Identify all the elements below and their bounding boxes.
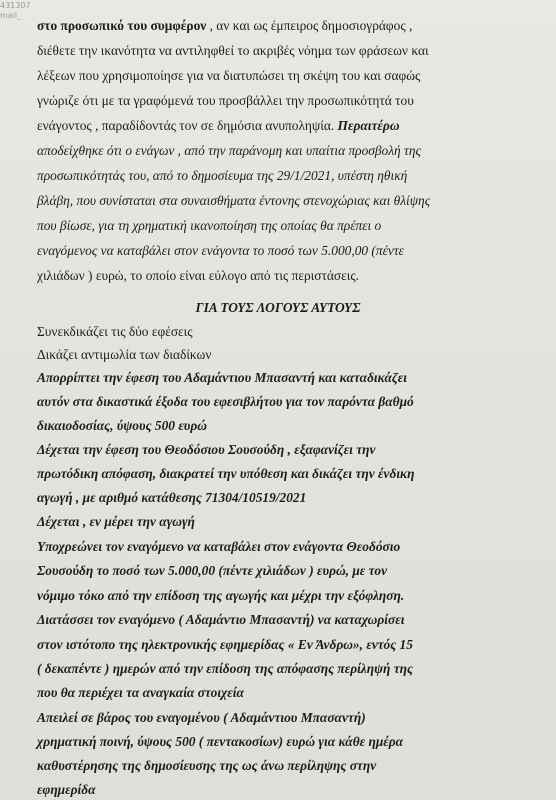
section-heading: ΓΙΑ ΤΟΥΣ ΛΟΓΟΥΣ ΑΥΤΟΥΣ <box>195 300 361 315</box>
ruling-line: χρηματική ποινή, ύψους 500 ( πεντακοσίων) ευρώ για κάθε ημέρα <box>37 734 404 749</box>
ruling-line: Δέχεται , εν μέρει την αγωγή <box>37 514 195 529</box>
ruling-line: Υποχρεώνει τον εναγόμενο να καταβάλει στον ενάγοντα Θεοδόσιο <box>37 539 401 554</box>
paragraph-line: χιλιάδων ) ευρώ, το οποίο είναι εύλογο από τις περιστάσεις. <box>37 268 359 283</box>
ruling-line: που θα περιέχει τα αναγκαία στοιχεία <box>37 685 244 700</box>
ruling-line: καθυστέρησης της δημοσίευσης της ως άνω περίληψης στην <box>37 758 377 773</box>
ruling-line: Απειλεί σε βάρος του εναγομένου ( Αδαμάντιου Μπασαντή) <box>37 710 366 725</box>
ruling-line: ( δεκαπέντε ) ημερών από την επίδοση της απόφασης περίληψή της <box>37 661 414 676</box>
paragraph-bold-lead: στο προσωπικό του συμφέρον <box>37 18 207 33</box>
paragraph-line: αποδείχθηκε ότι ο ενάγων , από την παράνομη και υπαίτια προσβολή της <box>37 143 421 158</box>
ruling-line: στον ιστότοπο της ηλεκτρονικής εφημερίδας « Εν Άνδρω», εντός 15 <box>37 637 413 652</box>
paragraph-emphasis: Περαιτέρω <box>337 118 400 133</box>
paragraph-line: εναγόμενος να καταβάλει στον ενάγοντα το ποσό των 5.000,00 (πέντε <box>37 243 404 258</box>
paragraph-line: λέξεων που χρησιμοποίησε για να διατυπώσει τη σκέψη του και σαφώς <box>37 68 421 83</box>
ruling-line: νόμιμο τόκο από την επίδοση της αγωγής και μέχρι την εξόφληση. <box>37 588 405 603</box>
paragraph-line: γνώριζε ότι με τα γραφόμενά του προσβάλλει την προσωπικότητά του <box>37 93 414 108</box>
ruling-line: Δέχεται την έφεση του Θεοδόσιου Σουσούδη , εξαφανίζει την <box>37 442 376 457</box>
ruling-line: Συνεκδικάζει τις δύο εφέσεις <box>37 324 193 339</box>
ruling-line: Σουσούδη το ποσό των 5.000,00 (πέντε χιλιάδων ) ευρώ, με τον <box>37 563 388 578</box>
ruling-line: εφημερίδα <box>37 782 96 797</box>
ruling-line: Δικάζει αντιμωλία των διαδίκων <box>37 347 212 362</box>
paragraph-line-text: ενάγοντος , παραδίδοντάς τον σε δημόσια ανυποληψία. <box>37 118 338 133</box>
paragraph-line: προσωπικότητάς του, από το δημοσίευμα της 29/1/2021, υπέστη ηθική <box>37 168 408 183</box>
ruling-line: πρωτόδικη απόφαση, διακρατεί την υπόθεση και δικάζει την ένδικη <box>37 466 415 481</box>
paragraph-line: διέθετε την ικανότητα να αντιληφθεί το ακριβές νόημα των φράσεων και <box>37 43 429 58</box>
ruling-line: δικαιοδοσίας, ύψους 500 ευρώ <box>37 418 207 433</box>
paragraph-line-text: , αν και ως έμπειρος δημοσιογράφος , <box>206 18 413 33</box>
paragraph-line <box>37 18 412 34</box>
paragraph-line <box>37 118 400 134</box>
ruling-line: αυτόν στα δικαστικά έξοδα του εφεσιβλήτου για τον παρόντα βαθμό <box>37 394 414 409</box>
ruling-line: αγωγή , με αριθμό κατάθεσης 71304/10519/2021 <box>37 490 307 505</box>
ruling-line: Διατάσσει τον εναγόμενο ( Αδαμάντιο Μπασαντή) να καταχωρίσει <box>37 612 405 627</box>
corner-stamp-note: 431307 mail_ <box>0 1 31 20</box>
paragraph-line: που βίωσε, για τη χρηματική ικανοποίηση της οποίας θα πρέπει ο <box>37 218 382 233</box>
ruling-line: Απορρίπτει την έφεση του Αδαμάντιου Μπασαντή και καταδικάζει <box>37 370 408 385</box>
paragraph-line: βλάβη, που συνίσταται στα συναισθήματα έντονης στενοχώριας και θλίψης <box>37 193 431 208</box>
